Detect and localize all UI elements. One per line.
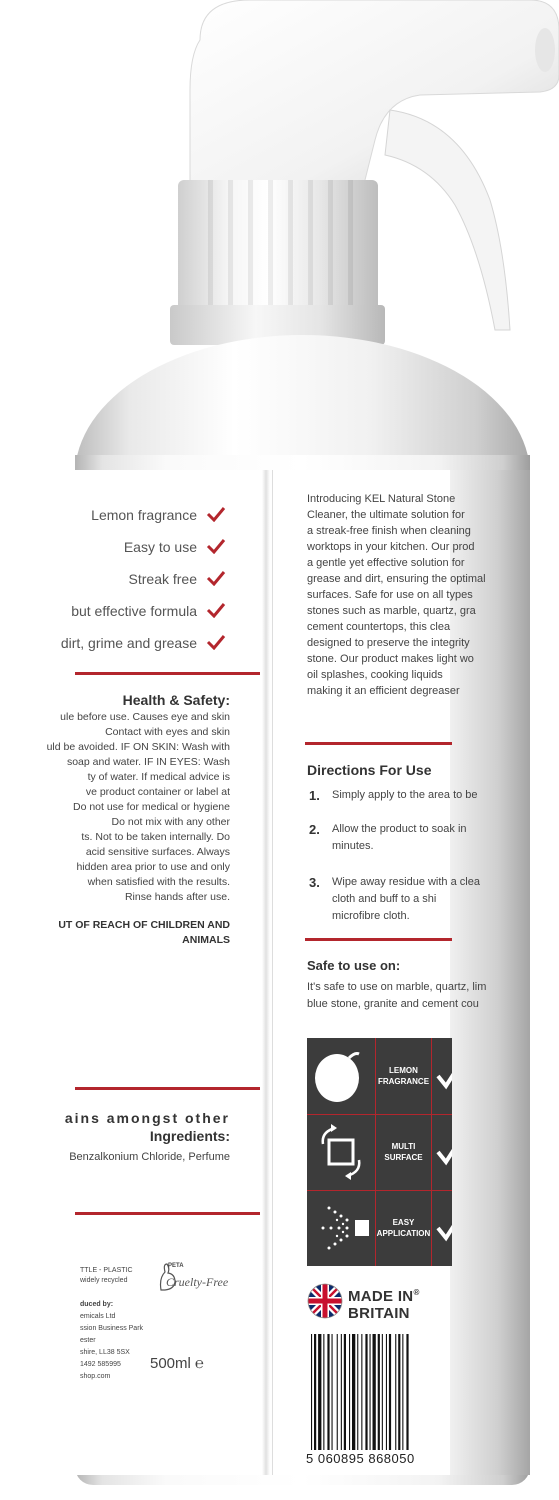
text-line: designed to preserve the integrity [307,637,470,649]
text-line: Contact with eyes and skin [105,726,230,738]
check-icon [206,634,226,650]
barcode-bar [361,1334,362,1450]
icon-label: EASY APPLICATION [376,1190,432,1266]
barcode-bar [323,1334,324,1450]
text-line: 1492 585995 [80,1361,121,1368]
step-number: 3. [309,875,320,890]
text-line: duced by: [80,1301,114,1308]
text-line: hidden area prior to use and only [76,861,230,873]
barcode-bar [395,1334,396,1450]
text-line: stone. Our product makes light wo [307,653,474,665]
barcode [305,1330,450,1470]
text-line: worktops in your kitchen. Our prod [307,541,475,553]
text-line: ts. Not to be taken internally. Do [81,831,230,843]
children-warning: UT OF REACH OF CHILDREN AND [58,919,230,931]
text-line: ty of water. If medical advice is [87,771,230,783]
text-line: Do not use for medical or hygiene [72,801,230,813]
ingredients-line: ains amongst other [64,1110,230,1126]
text-line: Cleaner, the ultimate solution for [307,509,465,521]
safe-text: blue stone, granite and cement cou [307,998,479,1010]
red-divider [75,672,260,675]
barcode-bar [365,1334,367,1450]
health-safety-title: Health & Safety: [122,692,230,708]
text-line: a gentle yet effective solution for [307,557,465,569]
text-line: emicals Ltd [80,1313,116,1320]
text-line: ule before use. Causes eye and skin [60,711,230,723]
text-line: ve product container or label at [85,786,230,798]
step-text: Simply apply to the area to be [332,789,478,801]
text-line: cement countertops, this clea [307,621,451,633]
step-text: cloth and buff to a shi [332,893,437,905]
feature-item: Lemon fragrance [91,507,197,523]
red-divider [75,1087,260,1090]
feature-icon-table [307,1038,452,1266]
ingredients-title: Ingredients: [149,1128,230,1144]
red-divider [305,938,452,941]
barcode-bar [382,1334,383,1450]
text-line: ssion Business Park [80,1325,144,1332]
text-line: ester [80,1337,96,1344]
step-number: 2. [309,822,320,837]
label-divider [262,470,270,1475]
recycle-text: widely recycled [80,1277,128,1284]
spray-icon [307,1190,375,1266]
feature-item: dirt, grime and grease [60,635,197,651]
multi-surface-icon [307,1114,375,1190]
step-text: minutes. [332,840,374,852]
text-line: uld be avoided. IF ON SKIN: Wash with [46,741,230,753]
check-icon [206,570,226,586]
lemon-icon [307,1038,375,1114]
spray-icon-cell [307,1190,376,1266]
text-line: making it an efficient degreaser [307,685,460,697]
red-divider [305,742,452,745]
safe-title: Safe to use on: [307,958,401,973]
feature-item: Streak free [128,571,197,587]
barcode-bar [398,1334,400,1450]
check-icon [432,1190,452,1266]
multi-surface-icon-cell [307,1114,376,1191]
barcode-bar [332,1334,333,1450]
bottle-shoulder [75,335,530,475]
step-text: microfibre cloth. [332,910,410,922]
feature-item: but effective formula [71,603,197,619]
text-line: when satisfied with the results. [87,876,230,888]
barcode-bar [337,1334,338,1450]
bottle-neck-cap [178,180,378,315]
directions-title: Directions For Use [307,762,432,778]
check-icon [206,602,226,618]
barcode-bar [341,1334,342,1450]
text-line: Do not mix with any other [111,816,230,828]
text-line: shire, LL38 5SX [80,1349,130,1356]
cruelty-free-text: Cruelty-Free [166,1275,229,1289]
text-line: a streak-free finish when cleaning [307,525,471,537]
barcode-bar [406,1334,408,1450]
barcode-bar [311,1334,312,1450]
text-line: acid sensitive surfaces. Always [85,846,230,858]
text-line: surfaces. Safe for use on all types [307,589,473,601]
text-line: soap and water. IF IN EYES: Wash [66,756,230,768]
feature-item: Easy to use [123,539,197,555]
lemon-icon-cell [307,1038,376,1115]
bottle-side-shade [450,470,530,1475]
text-line: shop.com [80,1373,111,1380]
barcode-bar [318,1334,321,1450]
union-jack-flag-icon [307,1283,343,1319]
check-icon [206,538,226,554]
red-divider [75,1212,260,1215]
icon-label: LEMON FRAGRANCE [376,1038,432,1115]
icon-label: MULTI SURFACE [376,1114,432,1191]
made-in-text: MADE IN® BRITAIN [348,1288,420,1322]
children-warning: ANIMALS [182,934,230,946]
check-icon [432,1114,452,1191]
step-text: Wipe away residue with a clea [332,876,480,888]
barcode-bar [389,1334,391,1450]
step-number: 1. [309,788,320,803]
barcode-bar [357,1334,358,1450]
check-icon [206,506,226,522]
ingredients-list: Benzalkonium Chloride, Perfume [69,1151,230,1163]
check-icon [432,1038,452,1115]
text-line: Introducing KEL Natural Stone [307,493,456,505]
barcode-bar [352,1334,355,1450]
barcode-bar [373,1334,376,1450]
step-text: Allow the product to soak in [332,823,467,835]
barcode-bar [378,1334,380,1450]
barcode-bar [344,1334,346,1450]
safe-text: It's safe to use on marble, quartz, lim [307,981,487,993]
text-line: stones such as marble, quartz, gra [307,605,476,617]
text-line: oil splashes, cooking liquids [307,669,443,681]
barcode-number: 5 060895 868050 [306,1451,415,1466]
barcode-bar [370,1334,371,1450]
barcode-bar [327,1334,329,1450]
barcode-bar [402,1334,403,1450]
peta-logo: PETA [168,1263,184,1269]
recycle-text: TTLE - PLASTIC [80,1267,133,1274]
volume-label: 500ml ℮ [150,1355,205,1372]
text-line: Rinse hands after use. [124,891,230,903]
text-line: grease and dirt, ensuring the optimal [307,573,486,585]
barcode-bar [349,1334,350,1450]
barcode-bar [314,1334,316,1450]
barcode-bar [386,1334,387,1450]
